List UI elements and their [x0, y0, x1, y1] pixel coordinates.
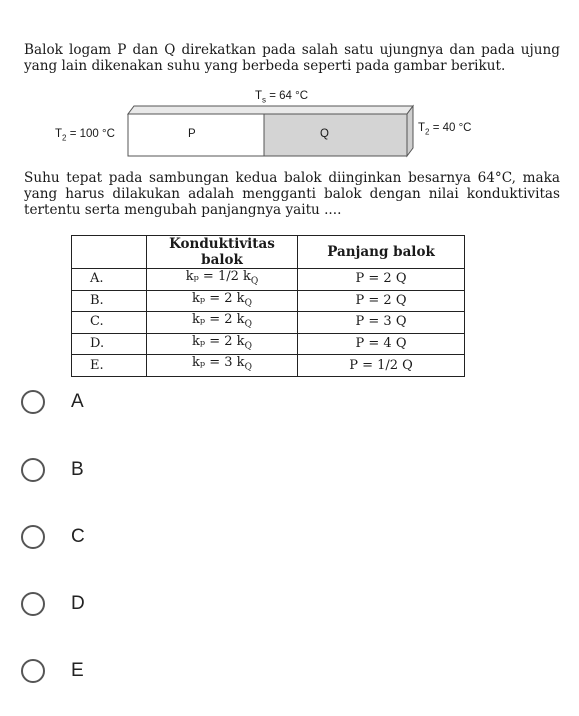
answer-option-b[interactable] [20, 454, 320, 486]
block-p [128, 114, 264, 156]
row-conductivity: kₚ = 1/2 $k_Q$ [147, 269, 298, 291]
option-label: C [71, 526, 85, 547]
block-side-face [407, 106, 413, 156]
row-length: P = 4 Q [298, 333, 465, 355]
radio-button[interactable] [21, 390, 45, 414]
row-letter: D. [72, 333, 147, 355]
block-q-label: Q [320, 128, 329, 140]
answer-table [71, 235, 465, 377]
table-header-blank [72, 236, 147, 269]
radio-button[interactable] [21, 458, 45, 482]
table-row [72, 312, 465, 334]
t-right-label: $T_2 = 40$ °C [418, 122, 472, 137]
row-length: P = 2 Q [298, 269, 465, 291]
option-label: E [71, 660, 84, 681]
row-conductivity: kₚ = 3 $k_Q$ [147, 355, 298, 377]
table-row [72, 269, 465, 291]
table-header-conductivity: Konduktivitas balok [147, 236, 298, 269]
row-letter: B. [72, 290, 147, 312]
table-row [72, 355, 465, 377]
row-letter: C. [72, 312, 147, 334]
table-header-length: Panjang balok [298, 236, 465, 269]
question-body: Suhu tepat pada sambungan kedua balok diinginkan besarnya 64°C, maka yang harus dilakukan adalah mengganti balok dengan nilai konduktivitas tertentu serta mengubah panjangnya yaitu .... [24, 170, 560, 218]
table-header-row [72, 236, 465, 269]
answer-option-e[interactable] [20, 655, 320, 687]
option-label: B [71, 459, 84, 480]
row-conductivity: kₚ = 2 $k_Q$ [147, 312, 298, 334]
answer-option-a[interactable] [20, 386, 320, 418]
option-label: A [71, 391, 84, 412]
row-length: P = 2 Q [298, 290, 465, 312]
table-row [72, 333, 465, 355]
table-row [72, 290, 465, 312]
row-conductivity: kₚ = 2 $k_Q$ [147, 290, 298, 312]
radio-button[interactable] [21, 592, 45, 616]
row-letter: E. [72, 355, 147, 377]
answer-option-d[interactable] [20, 588, 320, 620]
block-p-label: P [188, 128, 196, 140]
t-left-label: $T_2 = 100$ °C [55, 128, 115, 143]
ts-label: $T_s = 64$ °C [255, 90, 309, 105]
heat-conduction-diagram [0, 86, 579, 166]
option-label: D [71, 593, 85, 614]
question-intro: Balok logam P dan Q direkatkan pada salah satu ujungnya dan pada ujung yang lain dikenakan suhu yang berbeda seperti pada gambar berikut. [24, 42, 560, 74]
radio-button[interactable] [21, 525, 45, 549]
radio-button[interactable] [21, 659, 45, 683]
row-length: P = 3 Q [298, 312, 465, 334]
block-top-face [128, 106, 413, 114]
row-length: P = 1/2 Q [298, 355, 465, 377]
row-letter: A. [72, 269, 147, 291]
answer-option-c[interactable] [20, 521, 320, 553]
block-q [264, 114, 407, 156]
row-conductivity: kₚ = 2 $k_Q$ [147, 333, 298, 355]
